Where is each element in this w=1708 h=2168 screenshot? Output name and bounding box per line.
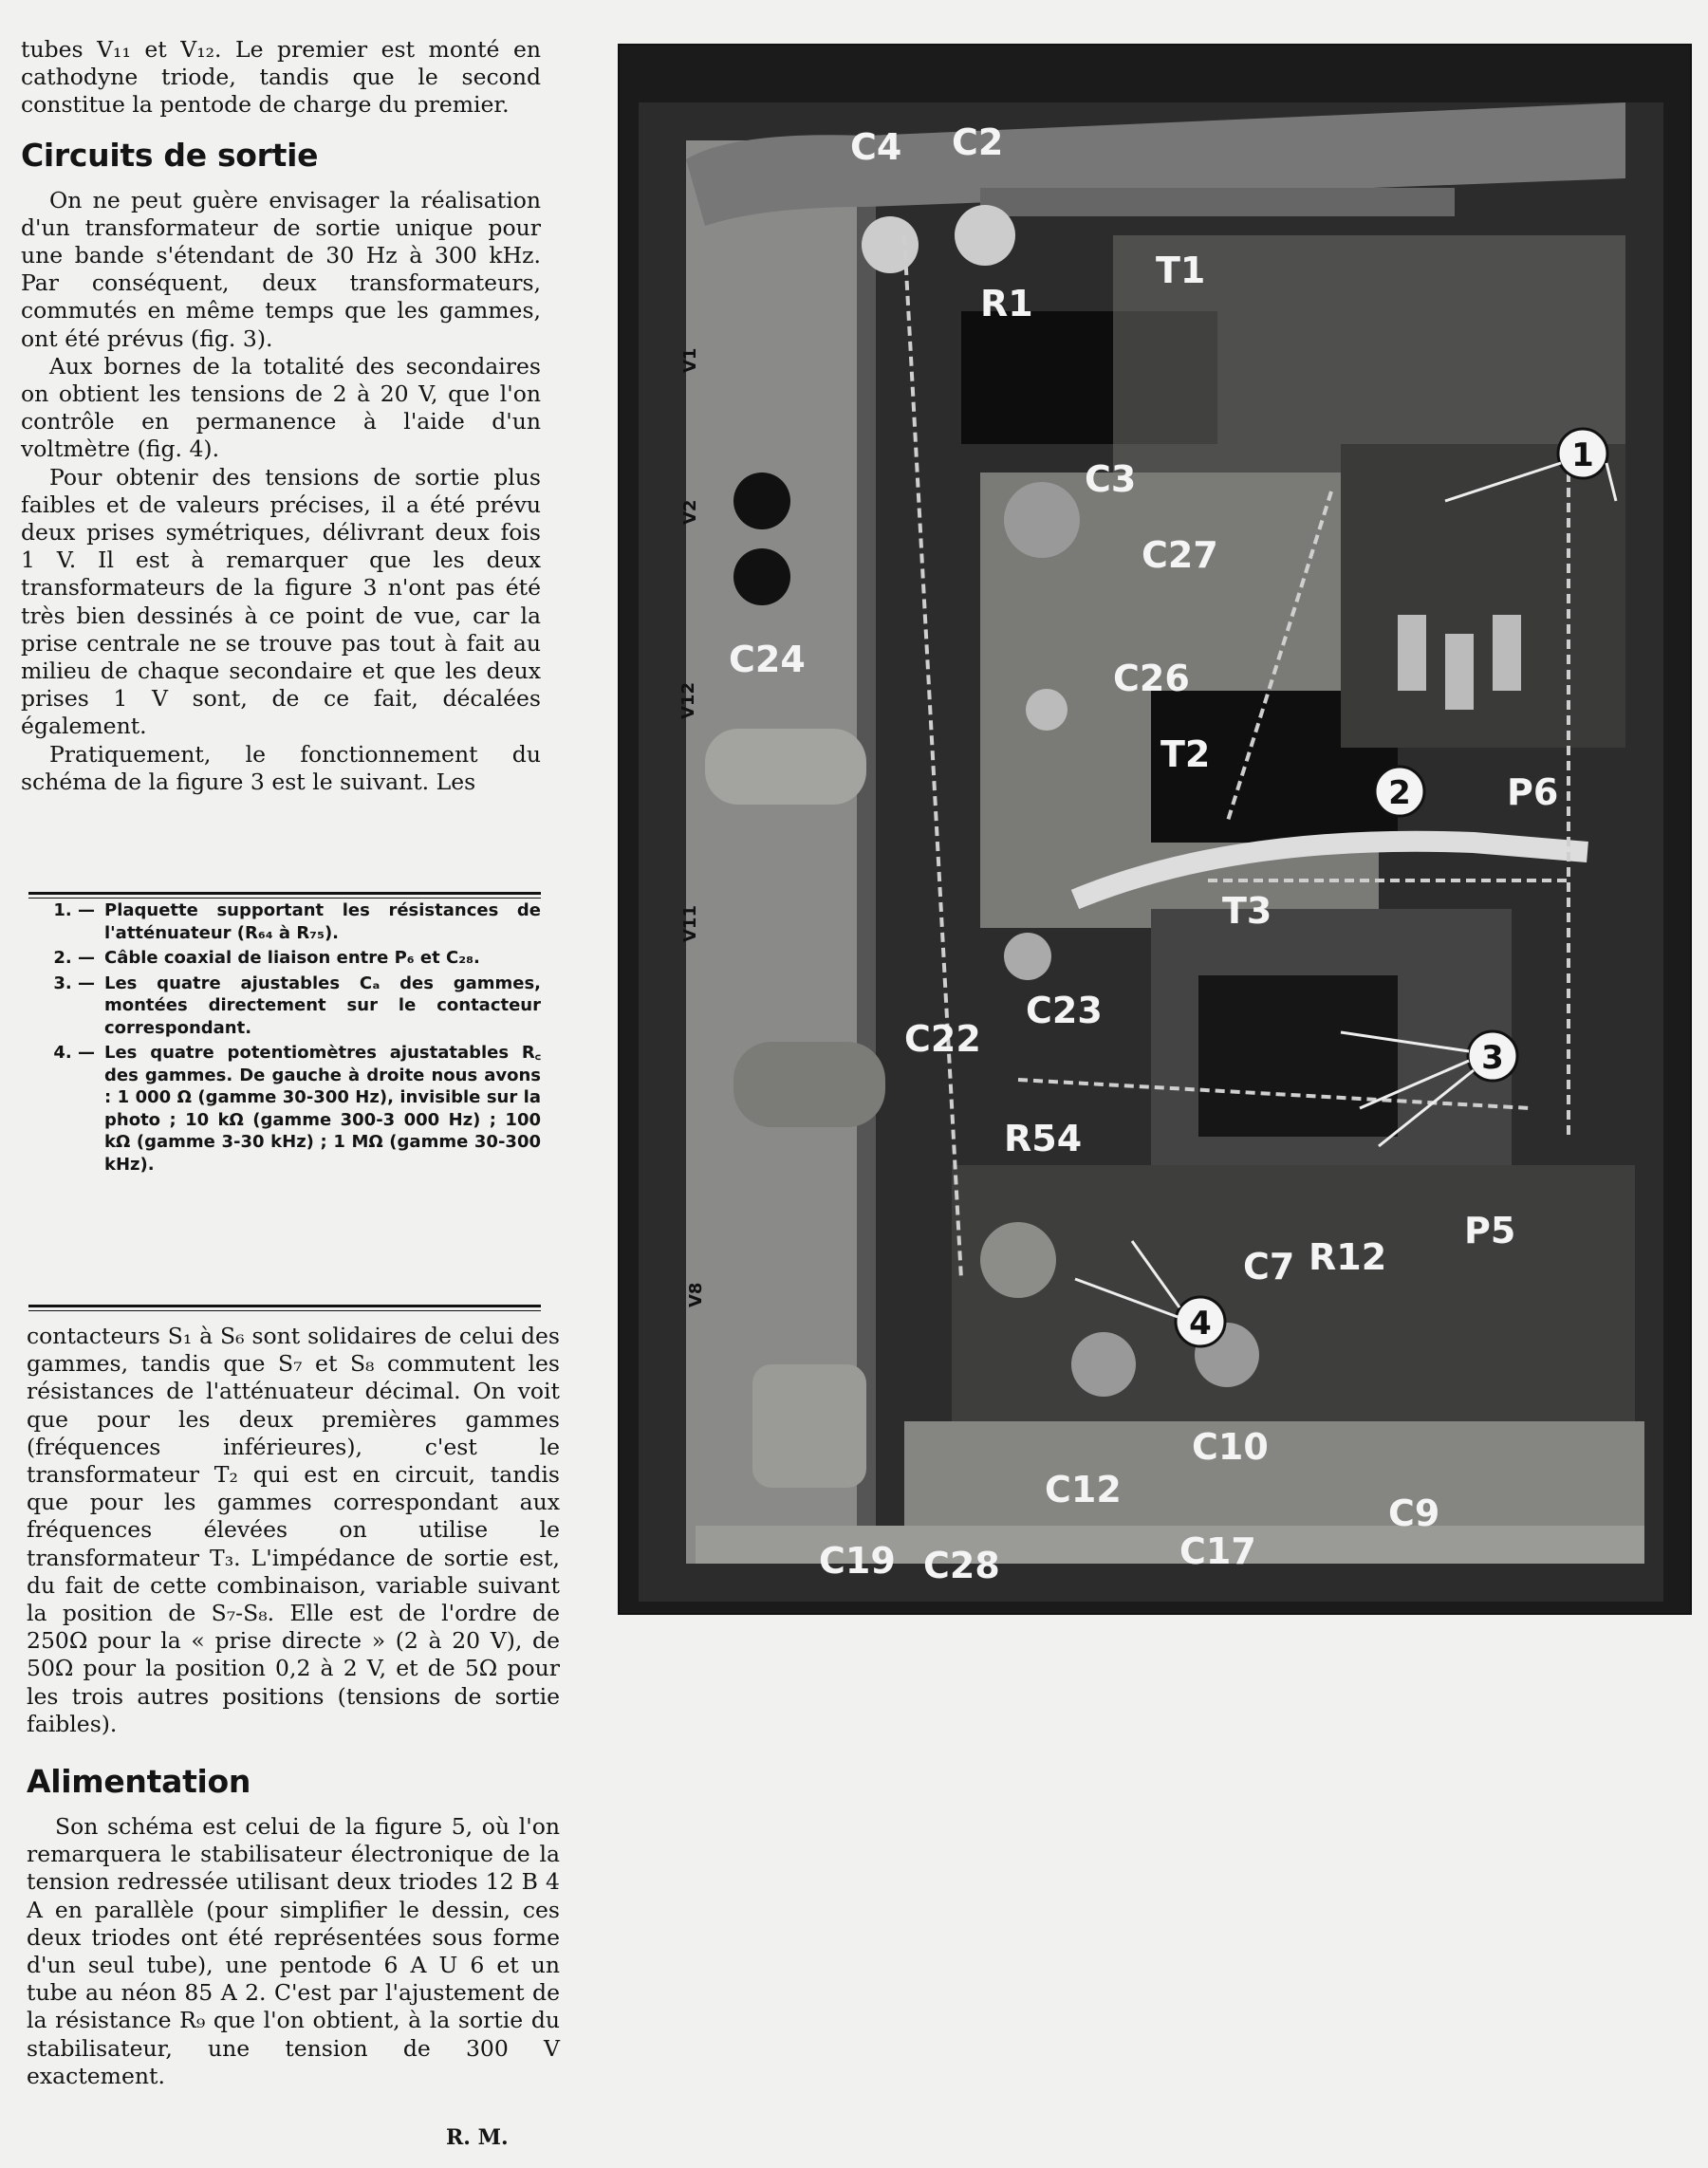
component-label: C22 [904, 1018, 981, 1060]
component-label: P5 [1464, 1210, 1516, 1251]
callout-3 [1468, 1031, 1517, 1081]
tube-label: V8 [686, 1282, 706, 1307]
component-label: C23 [1026, 990, 1103, 1031]
article-column-top [21, 36, 541, 796]
component-label: C26 [1113, 658, 1190, 699]
component-label: C3 [1085, 458, 1137, 500]
section-heading-circuits: Circuits de sortie [21, 136, 319, 174]
tube-label: V12 [678, 682, 698, 719]
component-label: R1 [980, 283, 1033, 324]
tube-label: V1 [680, 347, 700, 373]
continuation-paragraph: contacteurs S₁ à S₆ sont solidaires de celui des gammes, tandis que S₇ et S₈ commutent les résistances de l'atténuateur décimal. On voit que pour les deux premières gammes (fréquences inférieures), c'est le transformateur T₂ qui est en circuit, tandis que pour les gammes correspondant aux fréquences élevées on utilise le transformateur T₃. L'impédance de sortie est, du fait de cette combinaison, variable suivant la position de S₇-S₈. Elle est de l'ordre de 250Ω pour la « prise directe » (2 à 20 V), de 50Ω pour la position 0,2 à 2 V, et de 5Ω pour les trois autres positions (tensions de sortie faibles). [27, 1323, 560, 1737]
component-label: C9 [1388, 1492, 1440, 1534]
callout-2 [1375, 767, 1424, 816]
component-label: C10 [1192, 1426, 1269, 1468]
component-label: C24 [729, 639, 806, 680]
component-label: C17 [1179, 1530, 1256, 1572]
component-label: C7 [1243, 1246, 1295, 1288]
article-column-bottom [27, 1323, 560, 2090]
intro-paragraph: tubes V₁₁ et V₁₂. Le premier est monté en cathodyne triode, tandis que le second constitue la pentode de charge du premier. [21, 36, 541, 119]
component-label: T3 [1222, 890, 1272, 932]
section1-paragraph-2: Aux bornes de la totalité des secondaires on obtient les tensions de 2 à 20 V, que l'on contrôle en permanence à l'aide d'un voltmètre (fig. 4). [21, 352, 541, 463]
component-label: C27 [1142, 534, 1218, 576]
legend-item: 1. — Plaquette supportant les résistances de l'atténuateur (R₆₄ à R₇₅). [53, 900, 541, 943]
legend-item: 3. — Les quatre ajustables Cₐ des gammes, montées directement sur le contacteur correspondant. [53, 973, 541, 1038]
svg-text:1: 1 [1571, 436, 1594, 474]
tube-label: V2 [680, 499, 700, 525]
author-signature: R. M. [446, 2125, 509, 2150]
section2-paragraph: Son schéma est celui de la figure 5, où l'on remarquera le stabilisateur électronique de la tension redressée utilisant deux triodes 12 B 4 A en parallèle (pour simplifier le dessin, ces deux triodes ont été représentées sous forme d'un seul tube), une pentode 6 A U 6 et un tube au néon 85 A 2. C'est par l'ajustement de la résistance R₉ que l'on obtient, à la sortie du stabilisateur, une tension de 300 V exactement. [27, 1813, 560, 2089]
component-label: T1 [1156, 250, 1206, 291]
component-label: C28 [923, 1545, 1000, 1586]
component-label: P6 [1507, 771, 1559, 813]
chassis-photo [618, 44, 1692, 1615]
section-heading-alimentation: Alimentation [27, 1763, 251, 1801]
svg-text:3: 3 [1481, 1039, 1504, 1077]
tube-label: V11 [680, 905, 700, 942]
component-label: C2 [952, 121, 1004, 163]
legend-separator-top [28, 892, 541, 899]
component-label: T2 [1160, 733, 1211, 775]
component-label: C19 [819, 1540, 896, 1582]
callout-1 [1558, 429, 1607, 478]
photo-legend [28, 899, 541, 1178]
legend-separator-bottom [28, 1305, 541, 1311]
section1-paragraph-3: Pour obtenir des tensions de sortie plus faibles et de valeurs précises, il a été prévu deux prises symétriques, délivrant deux fois 1 V. Il est à remarquer que les deux transformateurs de la figure 3 n'ont pas été très bien dessinés à ce point de vue, car la prise centrale ne se trouve pas tout à fait au milieu de chaque secondaire et que les deux prises 1 V sont, de ce fait, décalées également. [21, 463, 541, 740]
component-label: R12 [1309, 1236, 1387, 1278]
section1-paragraph-4: Pratiquement, le fonctionnement du schéma de la figure 3 est le suivant. Les [21, 740, 541, 795]
callout-4 [1176, 1297, 1225, 1346]
legend-item: 4. — Les quatre potentiomètres ajustatables R꜀ des gammes. De gauche à droite nous avons : 1 000 Ω (gamme 30-300 Hz), invisible sur la photo ; 10 kΩ (gamme 300-3 000 Hz) ; 100 kΩ (gamme 3-30 kHz) ; 1 MΩ (gamme 30-300 kHz). [53, 1043, 541, 1175]
svg-text:2: 2 [1388, 774, 1411, 812]
svg-text:4: 4 [1189, 1305, 1212, 1343]
section1-paragraph-1: On ne peut guère envisager la réalisation d'un transformateur de sortie unique pour une bande s'étendant de 30 Hz à 300 kHz. Par conséquent, deux transformateurs, commutés en même temps que les gammes, ont été prévus (fig. 3). [21, 186, 541, 352]
legend-item: 2. — Câble coaxial de liaison entre P₆ et C₂₈. [53, 948, 480, 968]
component-label: C4 [850, 126, 902, 168]
component-label: C12 [1045, 1469, 1122, 1510]
component-label: R54 [1004, 1118, 1083, 1159]
